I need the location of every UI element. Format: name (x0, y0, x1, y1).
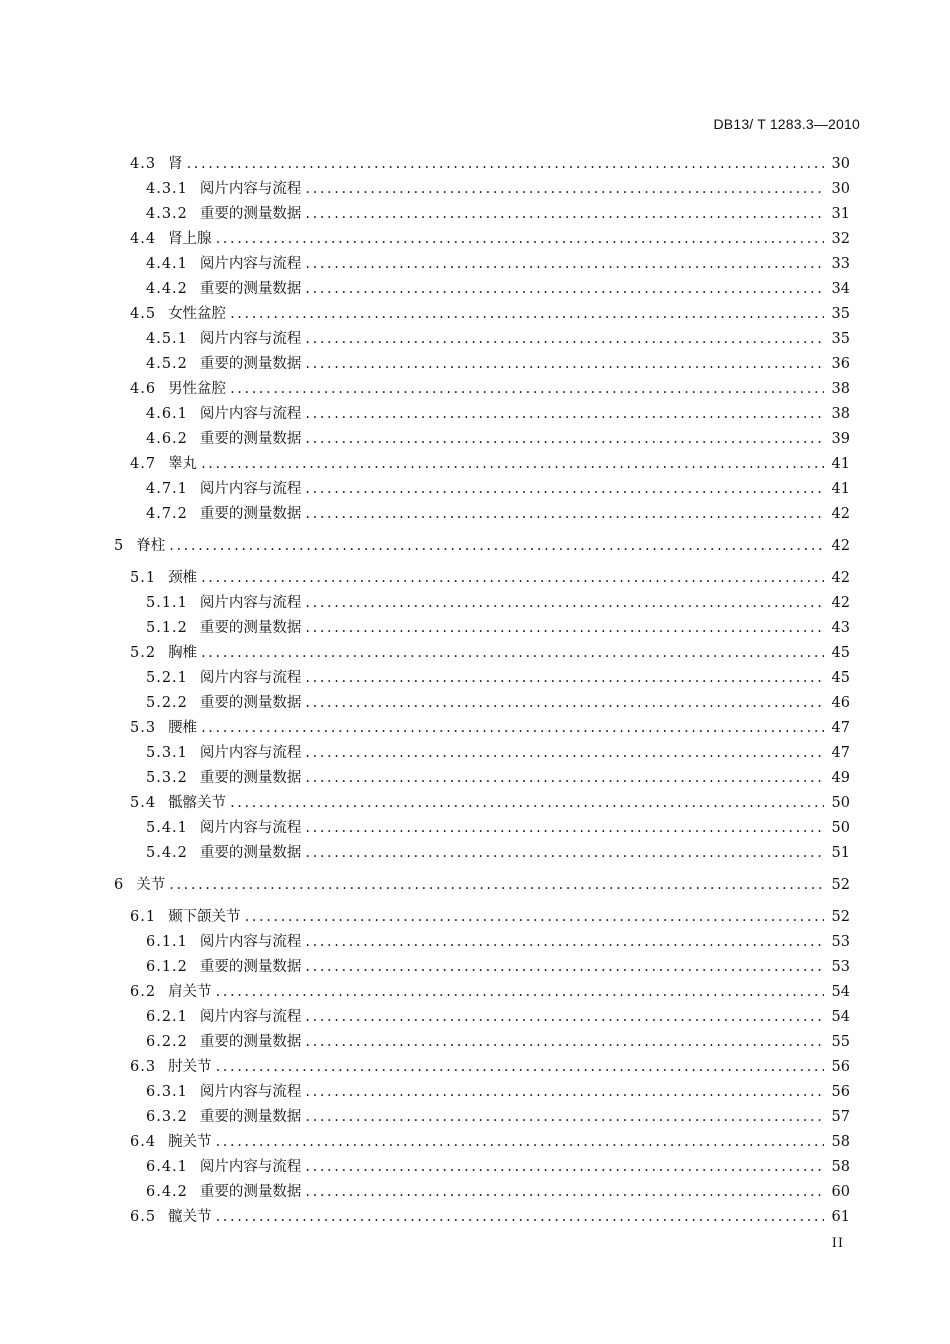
toc-entry[interactable] (0, 202, 950, 227)
toc-entry-number: 6.4.2 (146, 1184, 188, 1200)
toc-entry-number: 4.4.1 (146, 256, 188, 272)
toc-entry-page: 58 (831, 1134, 850, 1150)
toc-entry[interactable] (0, 741, 950, 766)
toc-entry[interactable] (0, 402, 950, 427)
toc-dot-leader (305, 616, 824, 641)
toc-dot-leader (305, 841, 824, 866)
toc-entry[interactable] (0, 791, 950, 816)
toc-entry-page: 34 (831, 281, 850, 297)
toc-dot-leader (216, 1205, 824, 1230)
toc-entry[interactable] (0, 277, 950, 302)
toc-dot-leader (305, 202, 824, 227)
toc-entry-page: 41 (831, 481, 850, 497)
toc-entry-page: 39 (831, 431, 850, 447)
toc-entry-number: 6.2 (130, 984, 157, 1000)
toc-entry-page: 60 (831, 1184, 850, 1200)
toc-entry-title: 重要的测量数据 (199, 206, 302, 222)
toc-entry-title: 腰椎 (168, 720, 198, 736)
toc-dot-leader (305, 591, 824, 616)
toc-entry[interactable] (0, 327, 950, 352)
toc-entry[interactable] (0, 566, 950, 591)
toc-entry-page: 52 (831, 909, 850, 925)
toc-entry-title: 重要的测量数据 (199, 356, 302, 372)
toc-dot-leader (216, 1130, 824, 1155)
toc-entry-title: 重要的测量数据 (199, 959, 302, 975)
toc-entry-number: 4.4.2 (146, 281, 188, 297)
toc-entry-page: 45 (831, 670, 850, 686)
toc-entry-number: 5.2.1 (146, 670, 188, 686)
toc-entry-page: 30 (831, 181, 850, 197)
toc-entry-title: 阅片内容与流程 (199, 1009, 302, 1025)
toc-entry-page: 41 (831, 456, 850, 472)
toc-entry-page: 30 (831, 156, 850, 172)
toc-entry-title: 肘关节 (168, 1059, 212, 1075)
toc-entry-number: 6.1.2 (146, 959, 188, 975)
toc-dot-leader (305, 930, 824, 955)
toc-entry[interactable] (0, 716, 950, 741)
toc-entry-number: 6.3.1 (146, 1084, 188, 1100)
toc-entry[interactable] (0, 452, 950, 477)
toc-entry-number: 5.2 (130, 645, 157, 661)
toc-entry[interactable] (0, 905, 950, 930)
toc-entry-number: 4.4 (130, 231, 157, 247)
toc-entry-page: 50 (831, 795, 850, 811)
toc-entry[interactable] (0, 1105, 950, 1130)
toc-entry-page: 51 (831, 845, 850, 861)
toc-entry-number: 6.1 (130, 909, 157, 925)
toc-entry-title: 阅片内容与流程 (199, 256, 302, 272)
toc-entry-number: 6.4.1 (146, 1159, 188, 1175)
toc-entry-number: 6.5 (130, 1209, 157, 1225)
toc-entry-number: 5.4.2 (146, 845, 188, 861)
toc-dot-leader (305, 666, 824, 691)
toc-entry-title: 重要的测量数据 (199, 770, 302, 786)
toc-entry[interactable] (0, 591, 950, 616)
toc-entry-page: 42 (831, 506, 850, 522)
toc-entry[interactable] (0, 302, 950, 327)
toc-entry-page: 38 (831, 406, 850, 422)
toc-entry-page: 35 (831, 306, 850, 322)
toc-entry-number: 4.5 (130, 306, 157, 322)
toc-entry-number: 5.4 (130, 795, 157, 811)
toc-entry[interactable] (0, 177, 950, 202)
toc-entry-page: 32 (831, 231, 850, 247)
toc-dot-leader (305, 177, 824, 202)
toc-dot-leader (305, 277, 824, 302)
toc-entry-title: 重要的测量数据 (199, 281, 302, 297)
toc-entry-title: 女性盆腔 (168, 306, 227, 322)
toc-entry-page: 55 (831, 1034, 850, 1050)
toc-entry-number: 4.3 (130, 156, 157, 172)
toc-entry-number: 6 (114, 877, 125, 893)
toc-entry-title: 阅片内容与流程 (199, 331, 302, 347)
toc-entry-page: 58 (831, 1159, 850, 1175)
toc-entry-page: 50 (831, 820, 850, 836)
toc-entry-page: 35 (831, 331, 850, 347)
toc-entry[interactable] (0, 152, 950, 177)
toc-entry-number: 5.1.2 (146, 620, 188, 636)
toc-entry-number: 4.3.1 (146, 181, 188, 197)
toc-entry-title: 重要的测量数据 (199, 431, 302, 447)
toc-dot-leader (305, 1105, 824, 1130)
toc-entry-title: 胸椎 (168, 645, 198, 661)
toc-entry[interactable] (0, 1155, 950, 1180)
table-of-contents (0, 152, 950, 1230)
toc-entry-page: 31 (831, 206, 850, 222)
toc-entry[interactable] (0, 1130, 950, 1155)
toc-entry-title: 阅片内容与流程 (199, 1159, 302, 1175)
toc-entry-title: 肾 (168, 156, 183, 172)
toc-dot-leader (305, 766, 824, 791)
toc-entry[interactable] (0, 227, 950, 252)
toc-entry-page: 43 (831, 620, 850, 636)
toc-entry-number: 4.6 (130, 381, 157, 397)
toc-dot-leader (201, 566, 824, 591)
toc-entry-page: 49 (831, 770, 850, 786)
toc-entry-title: 阅片内容与流程 (199, 934, 302, 950)
toc-dot-leader (305, 1155, 824, 1180)
toc-entry-title: 肾上腺 (168, 231, 212, 247)
toc-entry[interactable] (0, 1180, 950, 1205)
toc-dot-leader (305, 1005, 824, 1030)
toc-entry-title: 阅片内容与流程 (199, 181, 302, 197)
toc-entry-title: 重要的测量数据 (199, 1109, 302, 1125)
toc-entry-page: 54 (831, 1009, 850, 1025)
toc-entry-page: 61 (831, 1209, 850, 1225)
toc-entry-title: 重要的测量数据 (199, 506, 302, 522)
toc-entry-number: 6.3 (130, 1059, 157, 1075)
toc-entry-title: 关节 (136, 877, 166, 893)
toc-dot-leader (305, 402, 824, 427)
toc-entry-title: 髋关节 (168, 1209, 212, 1225)
toc-entry-title: 阅片内容与流程 (199, 406, 302, 422)
toc-entry[interactable] (0, 616, 950, 641)
toc-dot-leader (305, 252, 824, 277)
toc-entry-title: 阅片内容与流程 (199, 1084, 302, 1100)
toc-entry-page: 45 (831, 645, 850, 661)
toc-dot-leader (305, 1080, 824, 1105)
toc-dot-leader (169, 534, 824, 559)
toc-entry[interactable] (0, 816, 950, 841)
toc-dot-leader (230, 302, 824, 327)
toc-entry-title: 阅片内容与流程 (199, 670, 302, 686)
toc-entry-title: 阅片内容与流程 (199, 481, 302, 497)
toc-entry-page: 42 (831, 595, 850, 611)
toc-entry[interactable] (0, 980, 950, 1005)
toc-entry-number: 4.3.2 (146, 206, 188, 222)
toc-entry[interactable] (0, 377, 950, 402)
toc-entry-title: 颈椎 (168, 570, 198, 586)
toc-entry-number: 4.5.1 (146, 331, 188, 347)
toc-entry[interactable] (0, 873, 950, 898)
toc-entry-title: 男性盆腔 (168, 381, 227, 397)
toc-entry-number: 5.4.1 (146, 820, 188, 836)
toc-entry[interactable] (0, 427, 950, 452)
toc-entry[interactable] (0, 641, 950, 666)
toc-entry-number: 6.3.2 (146, 1109, 188, 1125)
toc-entry-page: 52 (831, 877, 850, 893)
toc-entry-title: 腕关节 (168, 1134, 212, 1150)
toc-entry[interactable] (0, 534, 950, 559)
toc-entry-title: 重要的测量数据 (199, 695, 302, 711)
toc-entry-page: 57 (831, 1109, 850, 1125)
toc-entry-page: 53 (831, 959, 850, 975)
toc-entry-title: 重要的测量数据 (199, 1184, 302, 1200)
toc-entry-number: 5.3.1 (146, 745, 188, 761)
toc-dot-leader (201, 452, 824, 477)
toc-dot-leader (216, 227, 824, 252)
toc-entry-title: 脊柱 (136, 538, 166, 554)
toc-entry-page: 46 (831, 695, 850, 711)
toc-entry-number: 4.6.2 (146, 431, 188, 447)
toc-entry[interactable] (0, 1005, 950, 1030)
toc-entry-title: 重要的测量数据 (199, 845, 302, 861)
toc-entry-title: 睾丸 (168, 456, 198, 472)
toc-dot-leader (230, 377, 824, 402)
toc-entry-title: 阅片内容与流程 (199, 595, 302, 611)
toc-entry-title: 颞下颌关节 (168, 909, 241, 925)
toc-entry-page: 36 (831, 356, 850, 372)
toc-dot-leader (245, 905, 824, 930)
toc-entry[interactable] (0, 766, 950, 791)
toc-dot-leader (305, 327, 824, 352)
toc-entry[interactable] (0, 930, 950, 955)
toc-entry[interactable] (0, 502, 950, 527)
toc-entry-title: 骶髂关节 (168, 795, 227, 811)
document-code-header: DB13/ T 1283.3—2010 (713, 116, 860, 132)
toc-entry-title: 阅片内容与流程 (199, 820, 302, 836)
toc-entry[interactable] (0, 955, 950, 980)
toc-dot-leader (305, 955, 824, 980)
toc-entry-number: 5 (114, 538, 125, 554)
toc-dot-leader (201, 716, 824, 741)
toc-dot-leader (216, 980, 824, 1005)
toc-entry-page: 42 (831, 538, 850, 554)
toc-dot-leader (305, 502, 824, 527)
toc-entry[interactable] (0, 1030, 950, 1055)
toc-dot-leader (230, 791, 824, 816)
toc-entry-page: 33 (831, 256, 850, 272)
toc-dot-leader (305, 741, 824, 766)
toc-dot-leader (305, 816, 824, 841)
toc-dot-leader (169, 873, 824, 898)
toc-entry-title: 肩关节 (168, 984, 212, 1000)
toc-dot-leader (201, 641, 824, 666)
toc-entry-number: 6.1.1 (146, 934, 188, 950)
toc-entry-page: 56 (831, 1059, 850, 1075)
toc-entry-number: 4.5.2 (146, 356, 188, 372)
toc-entry-title: 阅片内容与流程 (199, 745, 302, 761)
toc-entry-number: 4.6.1 (146, 406, 188, 422)
toc-dot-leader (305, 427, 824, 452)
toc-entry-number: 4.7.2 (146, 506, 188, 522)
toc-entry[interactable] (0, 252, 950, 277)
toc-entry-page: 53 (831, 934, 850, 950)
toc-entry-title: 重要的测量数据 (199, 1034, 302, 1050)
toc-entry-number: 5.3.2 (146, 770, 188, 786)
toc-entry[interactable] (0, 841, 950, 866)
toc-entry[interactable] (0, 1205, 950, 1230)
toc-dot-leader (187, 152, 824, 177)
toc-entry[interactable] (0, 691, 950, 716)
toc-entry[interactable] (0, 1080, 950, 1105)
toc-entry-number: 6.2.1 (146, 1009, 188, 1025)
toc-entry-page: 47 (831, 720, 850, 736)
toc-entry-number: 5.2.2 (146, 695, 188, 711)
toc-dot-leader (305, 1030, 824, 1055)
toc-entry-number: 6.4 (130, 1134, 157, 1150)
toc-entry[interactable] (0, 477, 950, 502)
toc-entry-number: 5.1.1 (146, 595, 188, 611)
toc-entry-number: 4.7 (130, 456, 157, 472)
toc-dot-leader (305, 1180, 824, 1205)
toc-entry-number: 6.2.2 (146, 1034, 188, 1050)
toc-entry-page: 56 (831, 1084, 850, 1100)
toc-entry-page: 42 (831, 570, 850, 586)
toc-entry[interactable] (0, 1055, 950, 1080)
toc-entry-title: 重要的测量数据 (199, 620, 302, 636)
toc-entry[interactable] (0, 352, 950, 377)
toc-dot-leader (216, 1055, 824, 1080)
toc-entry-number: 4.7.1 (146, 481, 188, 497)
toc-entry-number: 5.1 (130, 570, 157, 586)
page-number-footer: II (831, 1236, 844, 1251)
toc-entry[interactable] (0, 666, 950, 691)
toc-entry-page: 54 (831, 984, 850, 1000)
toc-entry-number: 5.3 (130, 720, 157, 736)
toc-dot-leader (305, 477, 824, 502)
toc-dot-leader (305, 352, 824, 377)
toc-entry-page: 47 (831, 745, 850, 761)
toc-entry-page: 38 (831, 381, 850, 397)
toc-dot-leader (305, 691, 824, 716)
